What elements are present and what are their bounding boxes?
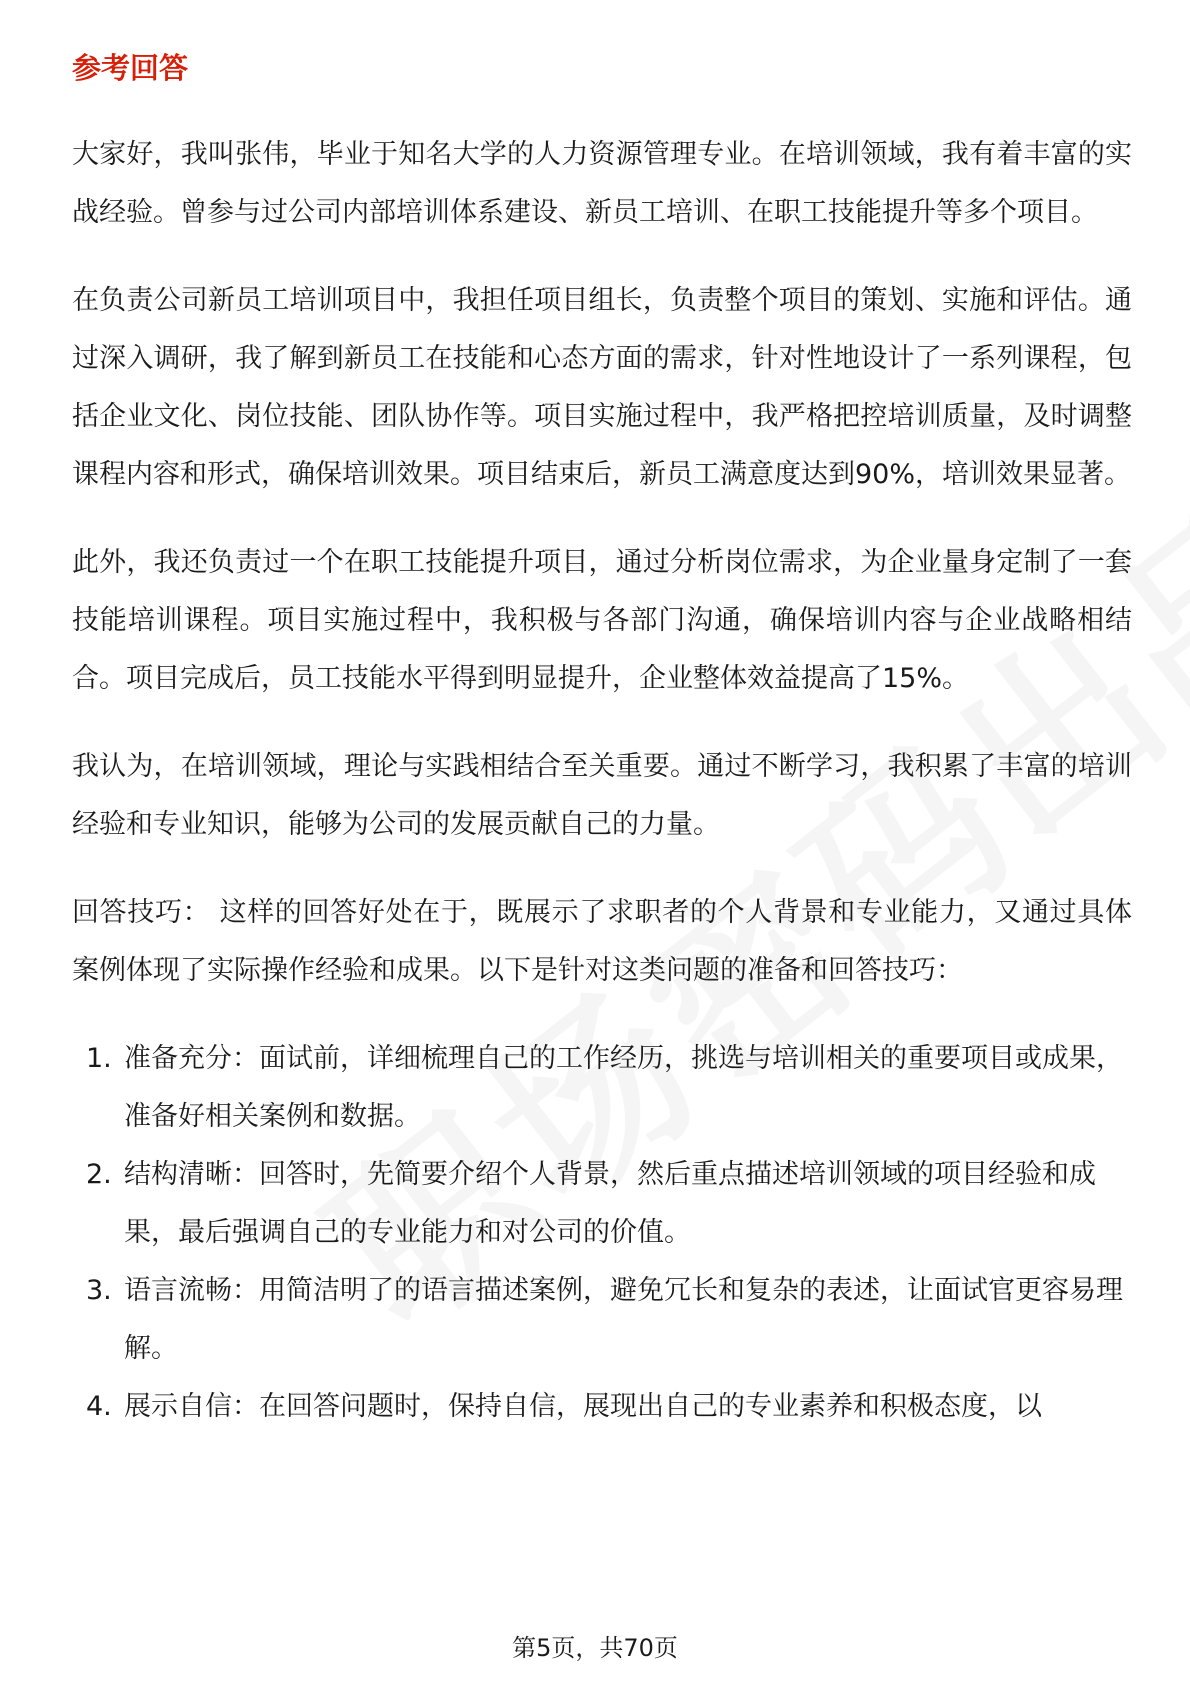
paragraph-2: 在负责公司新员工培训项目中，我担任项目组长，负责整个项目的策划、实施和评估。通过深入调研，我了解到新员工在技能和心态方面的需求，针对性地设计了一系列课程，包括企业文化、岗位技能、团队协作等。项目实施过程中，我严格把控培训质量，及时调整课程内容和形式，确保培训效果。项目结束后，新员工满意度达到90%，培训效果显著。 — [72, 285, 1132, 490]
list-number: 1. — [86, 1043, 112, 1074]
list-text: 展示自信：在回答问题时，保持自信，展现出自己的专业素养和积极态度，以 — [124, 1391, 1042, 1422]
paragraph-4: 我认为，在培训领域，理论与实践相结合至关重要。通过不断学习，我积累了丰富的培训经验和专业知识，能够为公司的发展贡献自己的力量。 — [72, 751, 1132, 840]
list-item — [72, 1146, 1132, 1262]
section-heading: 参考回答 — [72, 51, 189, 85]
list-item — [72, 1030, 1132, 1146]
paragraph-3: 此外，我还负责过一个在职工技能提升项目，通过分析岗位需求，为企业量身定制了一套技能培训课程。项目实施过程中，我积极与各部门沟通，确保培训内容与企业战略相结合。项目完成后，员工技能水平得到明显提升，企业整体效益提高了15%。 — [72, 547, 1132, 694]
paragraph-tips: 回答技巧： 这样的回答好处在于，既展示了求职者的个人背景和专业能力，又通过具体案例体现了实际操作经验和成果。以下是针对这类问题的准备和回答技巧： — [72, 897, 1132, 986]
list-number: 4. — [86, 1391, 112, 1422]
paragraph-1: 大家好，我叫张伟，毕业于知名大学的人力资源管理专业。在培训领域，我有着丰富的实战经验。曾参与过公司内部培训体系建设、新员工培训、在职工技能提升等多个项目。 — [72, 139, 1132, 228]
document-content — [72, 48, 1132, 1436]
list-text: 准备充分：面试前，详细梳理自己的工作经历，挑选与培训相关的重要项目或成果，准备好相关案例和数据。 — [124, 1043, 1123, 1132]
page-footer: 第5页，共70页 — [512, 1634, 678, 1662]
list-text: 结构清晰：回答时，先简要介绍个人背景，然后重点描述培训领域的项目经验和成果，最后强调自己的专业能力和对公司的价值。 — [124, 1159, 1096, 1248]
list-item — [72, 1262, 1132, 1378]
tips-list — [72, 1030, 1132, 1436]
list-item — [72, 1378, 1132, 1436]
list-text: 语言流畅：用简洁明了的语言描述案例，避免冗长和复杂的表述，让面试官更容易理解。 — [124, 1275, 1123, 1364]
list-number: 2. — [86, 1159, 112, 1190]
list-number: 3. — [86, 1275, 112, 1306]
